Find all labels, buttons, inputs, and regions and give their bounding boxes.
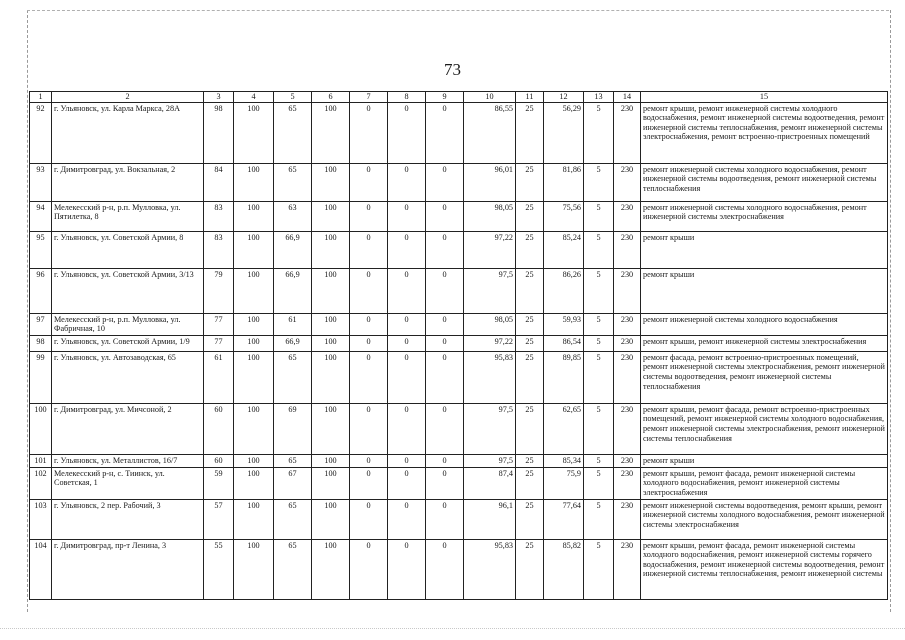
table-row (30, 351, 888, 403)
value-cell-c4: 100 (234, 539, 274, 599)
value-cell-c14: 230 (614, 351, 641, 403)
value-cell-c14: 230 (614, 454, 641, 467)
value-cell-c6: 100 (312, 467, 350, 499)
row-number-cell: 92 (30, 102, 52, 163)
value-cell-c8: 0 (388, 335, 426, 351)
value-cell-c7: 0 (350, 467, 388, 499)
value-cell-c14: 230 (614, 403, 641, 454)
value-cell-c13: 5 (584, 231, 614, 268)
row-number-cell: 98 (30, 335, 52, 351)
address-cell: г. Ульяновск, ул. Советской Армии, 1/9 (52, 335, 204, 351)
works-cell: ремонт крыши (641, 268, 888, 313)
page-top-edge (27, 10, 889, 11)
value-cell-c8: 0 (388, 313, 426, 335)
table-row (30, 499, 888, 539)
value-cell-c9: 0 (426, 499, 464, 539)
row-number-cell: 104 (30, 539, 52, 599)
value-cell-c3: 83 (204, 231, 234, 268)
value-cell-c13: 5 (584, 454, 614, 467)
value-cell-c6: 100 (312, 313, 350, 335)
address-cell: г. Димитровград, ул. Мичсоной, 2 (52, 403, 204, 454)
value-cell-c13: 5 (584, 163, 614, 201)
value-cell-c11: 25 (516, 539, 544, 599)
value-cell-c9: 0 (426, 467, 464, 499)
value-cell-c10: 97,22 (464, 231, 516, 268)
value-cell-c3: 79 (204, 268, 234, 313)
column-header-14: 14 (614, 92, 641, 103)
value-cell-c5: 66,9 (274, 268, 312, 313)
row-number-cell: 101 (30, 454, 52, 467)
table-row (30, 201, 888, 231)
value-cell-c9: 0 (426, 231, 464, 268)
value-cell-c14: 230 (614, 313, 641, 335)
value-cell-c3: 77 (204, 335, 234, 351)
works-cell: ремонт крыши (641, 454, 888, 467)
value-cell-c12: 75,56 (544, 201, 584, 231)
value-cell-c6: 100 (312, 454, 350, 467)
value-cell-c12: 77,64 (544, 499, 584, 539)
works-cell: ремонт инженерной системы холодного водоснабжения, ремонт инженерной системы электроснабжения (641, 201, 888, 231)
value-cell-c4: 100 (234, 467, 274, 499)
row-number-cell: 103 (30, 499, 52, 539)
value-cell-c4: 100 (234, 163, 274, 201)
table-row (30, 335, 888, 351)
value-cell-c13: 5 (584, 313, 614, 335)
value-cell-c3: 57 (204, 499, 234, 539)
value-cell-c5: 65 (274, 454, 312, 467)
value-cell-c5: 65 (274, 499, 312, 539)
row-number-cell: 102 (30, 467, 52, 499)
value-cell-c14: 230 (614, 539, 641, 599)
value-cell-c5: 69 (274, 403, 312, 454)
address-cell: г. Димитровград, пр-т Ленина, 3 (52, 539, 204, 599)
table-row (30, 231, 888, 268)
scan-edge (0, 628, 905, 633)
value-cell-c11: 25 (516, 163, 544, 201)
value-cell-c7: 0 (350, 335, 388, 351)
value-cell-c14: 230 (614, 335, 641, 351)
value-cell-c11: 25 (516, 499, 544, 539)
value-cell-c12: 75,9 (544, 467, 584, 499)
value-cell-c6: 100 (312, 231, 350, 268)
value-cell-c11: 25 (516, 335, 544, 351)
value-cell-c9: 0 (426, 201, 464, 231)
address-cell: Мелекесский р-н, р.п. Мулловка, ул. Пятилетка, 8 (52, 201, 204, 231)
value-cell-c8: 0 (388, 499, 426, 539)
value-cell-c10: 98,05 (464, 201, 516, 231)
value-cell-c12: 56,29 (544, 102, 584, 163)
value-cell-c4: 100 (234, 499, 274, 539)
value-cell-c12: 89,85 (544, 351, 584, 403)
value-cell-c9: 0 (426, 268, 464, 313)
address-cell: г. Ульяновск, ул. Металлистов, 16/7 (52, 454, 204, 467)
row-number-cell: 96 (30, 268, 52, 313)
value-cell-c3: 55 (204, 539, 234, 599)
address-cell: г. Ульяновск, ул. Советской Армии, 8 (52, 231, 204, 268)
value-cell-c6: 100 (312, 539, 350, 599)
value-cell-c9: 0 (426, 403, 464, 454)
value-cell-c5: 65 (274, 102, 312, 163)
value-cell-c6: 100 (312, 351, 350, 403)
value-cell-c6: 100 (312, 335, 350, 351)
value-cell-c3: 61 (204, 351, 234, 403)
address-cell: г. Ульяновск, 2 пер. Рабочий, 3 (52, 499, 204, 539)
works-cell: ремонт крыши, ремонт фасада, ремонт инженерной системы холодного водоснабжения, ремонт инженерной системы электроснабжения (641, 467, 888, 499)
value-cell-c5: 63 (274, 201, 312, 231)
value-cell-c5: 67 (274, 467, 312, 499)
value-cell-c9: 0 (426, 539, 464, 599)
value-cell-c3: 83 (204, 201, 234, 231)
value-cell-c4: 100 (234, 201, 274, 231)
value-cell-c11: 25 (516, 351, 544, 403)
table-row (30, 102, 888, 163)
value-cell-c7: 0 (350, 454, 388, 467)
value-cell-c3: 84 (204, 163, 234, 201)
value-cell-c7: 0 (350, 231, 388, 268)
column-header-7: 7 (350, 92, 388, 103)
value-cell-c14: 230 (614, 163, 641, 201)
value-cell-c10: 86,55 (464, 102, 516, 163)
repair-table (29, 91, 888, 600)
value-cell-c11: 25 (516, 467, 544, 499)
value-cell-c13: 5 (584, 499, 614, 539)
value-cell-c4: 100 (234, 351, 274, 403)
value-cell-c5: 66,9 (274, 335, 312, 351)
table-row (30, 539, 888, 599)
value-cell-c14: 230 (614, 201, 641, 231)
value-cell-c4: 100 (234, 268, 274, 313)
works-cell: ремонт крыши, ремонт фасада, ремонт инженерной системы холодного водоснабжения, ремонт инженерной системы горячего водоснабжения, ремонт инженерной системы водоотведения, ремонт инженерной системы теплоснабжения, ремонт инженерной системы (641, 539, 888, 599)
value-cell-c12: 85,34 (544, 454, 584, 467)
value-cell-c7: 0 (350, 499, 388, 539)
value-cell-c13: 5 (584, 335, 614, 351)
value-cell-c8: 0 (388, 231, 426, 268)
column-header-11: 11 (516, 92, 544, 103)
value-cell-c12: 86,26 (544, 268, 584, 313)
row-number-cell: 94 (30, 201, 52, 231)
value-cell-c13: 5 (584, 539, 614, 599)
works-cell: ремонт крыши, ремонт инженерной системы холодного водоснабжения, ремонт инженерной системы водоотведения, ремонт инженерной системы теплоснабжения, ремонт инженерной системы электроснабжения, ремонт встроенно-пристроенных помещений (641, 102, 888, 163)
value-cell-c3: 59 (204, 467, 234, 499)
value-cell-c8: 0 (388, 403, 426, 454)
row-number-cell: 99 (30, 351, 52, 403)
value-cell-c3: 60 (204, 403, 234, 454)
value-cell-c11: 25 (516, 268, 544, 313)
works-cell: ремонт крыши (641, 231, 888, 268)
value-cell-c10: 95,83 (464, 539, 516, 599)
value-cell-c8: 0 (388, 201, 426, 231)
value-cell-c8: 0 (388, 454, 426, 467)
table-row (30, 467, 888, 499)
page-number: 73 (444, 60, 461, 79)
value-cell-c14: 230 (614, 102, 641, 163)
value-cell-c7: 0 (350, 313, 388, 335)
value-cell-c6: 100 (312, 268, 350, 313)
value-cell-c10: 97,22 (464, 335, 516, 351)
value-cell-c11: 25 (516, 313, 544, 335)
value-cell-c11: 25 (516, 102, 544, 163)
value-cell-c12: 86,54 (544, 335, 584, 351)
value-cell-c7: 0 (350, 102, 388, 163)
value-cell-c14: 230 (614, 231, 641, 268)
value-cell-c3: 77 (204, 313, 234, 335)
value-cell-c12: 85,24 (544, 231, 584, 268)
column-header-6: 6 (312, 92, 350, 103)
value-cell-c11: 25 (516, 231, 544, 268)
value-cell-c13: 5 (584, 403, 614, 454)
value-cell-c7: 0 (350, 163, 388, 201)
row-number-cell: 97 (30, 313, 52, 335)
column-header-9: 9 (426, 92, 464, 103)
value-cell-c6: 100 (312, 403, 350, 454)
value-cell-c5: 61 (274, 313, 312, 335)
value-cell-c8: 0 (388, 102, 426, 163)
table-row (30, 403, 888, 454)
address-cell: Мелекесский р-н, с. Тиинск, ул. Советская, 1 (52, 467, 204, 499)
value-cell-c10: 96,1 (464, 499, 516, 539)
value-cell-c5: 65 (274, 163, 312, 201)
column-header-5: 5 (274, 92, 312, 103)
value-cell-c7: 0 (350, 539, 388, 599)
value-cell-c4: 100 (234, 454, 274, 467)
value-cell-c10: 97,5 (464, 268, 516, 313)
value-cell-c9: 0 (426, 335, 464, 351)
value-cell-c9: 0 (426, 351, 464, 403)
column-header-15: 15 (641, 92, 888, 103)
column-header-10: 10 (464, 92, 516, 103)
address-cell: г. Ульяновск, ул. Советской Армии, 3/13 (52, 268, 204, 313)
value-cell-c10: 87,4 (464, 467, 516, 499)
works-cell: ремонт фасада, ремонт встроенно-пристроенных помещений, ремонт инженерной системы электроснабжения, ремонт инженерной системы водоотведения, ремонт инженерной системы теплоснабжения (641, 351, 888, 403)
row-number-cell: 95 (30, 231, 52, 268)
value-cell-c8: 0 (388, 351, 426, 403)
address-cell: Мелекесский р-н, р.п. Мулловка, ул. Фабричная, 10 (52, 313, 204, 335)
value-cell-c11: 25 (516, 403, 544, 454)
value-cell-c9: 0 (426, 163, 464, 201)
value-cell-c14: 230 (614, 467, 641, 499)
value-cell-c13: 5 (584, 268, 614, 313)
header-row (30, 92, 888, 103)
value-cell-c7: 0 (350, 268, 388, 313)
value-cell-c6: 100 (312, 201, 350, 231)
value-cell-c8: 0 (388, 268, 426, 313)
value-cell-c8: 0 (388, 467, 426, 499)
value-cell-c5: 66,9 (274, 231, 312, 268)
value-cell-c12: 85,82 (544, 539, 584, 599)
row-number-cell: 100 (30, 403, 52, 454)
value-cell-c8: 0 (388, 539, 426, 599)
value-cell-c13: 5 (584, 201, 614, 231)
table-row (30, 268, 888, 313)
value-cell-c3: 98 (204, 102, 234, 163)
value-cell-c13: 5 (584, 467, 614, 499)
value-cell-c3: 60 (204, 454, 234, 467)
value-cell-c4: 100 (234, 403, 274, 454)
value-cell-c10: 96,01 (464, 163, 516, 201)
value-cell-c7: 0 (350, 201, 388, 231)
column-header-2: 2 (52, 92, 204, 103)
value-cell-c4: 100 (234, 231, 274, 268)
table-row (30, 454, 888, 467)
works-cell: ремонт инженерной системы водоотведения, ремонт крыши, ремонт инженерной системы холодного водоснабжения, ремонт инженерной системы электроснабжения (641, 499, 888, 539)
column-header-3: 3 (204, 92, 234, 103)
table-row (30, 313, 888, 335)
address-cell: г. Димитровград, ул. Вокзальная, 2 (52, 163, 204, 201)
address-cell: г. Ульяновск, ул. Автозаводская, 65 (52, 351, 204, 403)
value-cell-c7: 0 (350, 351, 388, 403)
column-header-4: 4 (234, 92, 274, 103)
value-cell-c13: 5 (584, 351, 614, 403)
column-header-1: 1 (30, 92, 52, 103)
value-cell-c12: 59,93 (544, 313, 584, 335)
table-row (30, 163, 888, 201)
value-cell-c10: 97,5 (464, 454, 516, 467)
value-cell-c4: 100 (234, 102, 274, 163)
works-cell: ремонт инженерной системы холодного водоснабжения, ремонт инженерной системы водоотведения, ремонт инженерной системы теплоснабжения (641, 163, 888, 201)
value-cell-c6: 100 (312, 499, 350, 539)
value-cell-c10: 98,05 (464, 313, 516, 335)
value-cell-c14: 230 (614, 268, 641, 313)
value-cell-c6: 100 (312, 163, 350, 201)
works-cell: ремонт инженерной системы холодного водоснабжения (641, 313, 888, 335)
value-cell-c5: 65 (274, 351, 312, 403)
value-cell-c7: 0 (350, 403, 388, 454)
value-cell-c10: 95,83 (464, 351, 516, 403)
column-header-12: 12 (544, 92, 584, 103)
works-cell: ремонт крыши, ремонт инженерной системы электроснабжения (641, 335, 888, 351)
value-cell-c11: 25 (516, 201, 544, 231)
column-header-13: 13 (584, 92, 614, 103)
row-number-cell: 93 (30, 163, 52, 201)
value-cell-c9: 0 (426, 102, 464, 163)
value-cell-c13: 5 (584, 102, 614, 163)
works-cell: ремонт крыши, ремонт фасада, ремонт встроенно-пристроенных помещений, ремонт инженерной системы холодного водоснабжения, ремонт инженерной системы электроснабжения, ремонт инженерной системы теплоснабжения (641, 403, 888, 454)
column-header-8: 8 (388, 92, 426, 103)
value-cell-c9: 0 (426, 313, 464, 335)
address-cell: г. Ульяновск, ул. Карла Маркса, 28А (52, 102, 204, 163)
value-cell-c6: 100 (312, 102, 350, 163)
value-cell-c12: 62,65 (544, 403, 584, 454)
value-cell-c8: 0 (388, 163, 426, 201)
value-cell-c10: 97,5 (464, 403, 516, 454)
value-cell-c12: 81,86 (544, 163, 584, 201)
value-cell-c14: 230 (614, 499, 641, 539)
value-cell-c9: 0 (426, 454, 464, 467)
value-cell-c4: 100 (234, 313, 274, 335)
value-cell-c5: 65 (274, 539, 312, 599)
value-cell-c4: 100 (234, 335, 274, 351)
value-cell-c11: 25 (516, 454, 544, 467)
